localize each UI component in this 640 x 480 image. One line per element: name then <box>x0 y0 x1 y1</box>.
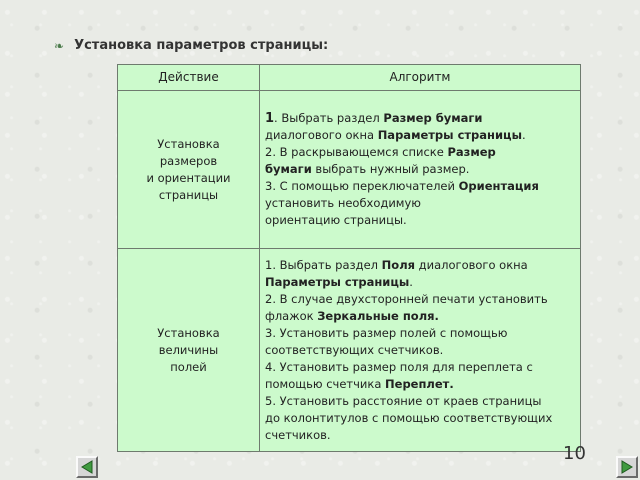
action-line: размеров <box>159 153 218 168</box>
algo-line: 4. Установить размер поля для переплета с <box>265 359 533 374</box>
table-row <box>118 249 581 452</box>
action-line: страницы <box>158 187 219 202</box>
previous-slide-button[interactable] <box>76 456 98 478</box>
action-cell <box>118 91 260 249</box>
header-algorithm: Алгоритм <box>260 65 581 91</box>
algo-line: бумаги выбрать нужный размер. <box>265 162 470 176</box>
steps-table <box>117 64 581 452</box>
algo-line: соответствующих счетчиков. <box>265 342 444 357</box>
next-slide-button[interactable] <box>616 456 638 478</box>
action-line: и ориентации <box>146 170 231 185</box>
slide-title-text: Установка параметров страницы: <box>74 38 329 53</box>
algo-line: помощью счетчика Переплет. <box>265 376 454 391</box>
action-line: полей <box>170 359 207 374</box>
table-row <box>118 91 581 249</box>
algo-line: диалогового окна Параметры страницы. <box>265 128 526 142</box>
algo-line: 3. Установить размер полей с помощью <box>265 325 508 340</box>
algo-line: 1. Выбрать раздел Размер бумаги <box>265 111 483 126</box>
fleuron-bullet-icon: ❧ <box>54 38 65 53</box>
algo-line: счетчиков. <box>265 427 331 442</box>
header-action: Действие <box>118 65 260 91</box>
triangle-left-icon <box>80 460 94 474</box>
action-line: Установка <box>157 325 220 340</box>
action-line: величины <box>158 342 219 357</box>
triangle-right-icon <box>620 460 634 474</box>
algo-line: Параметры страницы. <box>265 274 413 289</box>
algo-line: флажок Зеркальные поля. <box>265 308 439 323</box>
slide-title <box>54 38 328 53</box>
action-cell <box>118 249 260 452</box>
algo-line: 2. В случае двухсторонней печати установить <box>265 291 548 306</box>
action-line: Установка <box>157 136 220 151</box>
algorithm-cell <box>260 91 581 249</box>
algo-line: 3. С помощью переключателей Ориентация <box>265 179 539 193</box>
algo-line: 1. Выбрать раздел Поля диалогового окна <box>265 257 528 272</box>
algo-line: ориентацию страницы. <box>265 213 407 227</box>
algorithm-cell <box>260 249 581 452</box>
algo-line: 2. В раскрывающемся списке Размер <box>265 145 496 159</box>
algo-line: до колонтитулов с помощью соответствующих <box>265 410 553 425</box>
page-number: 10 <box>563 443 586 464</box>
table-header-row <box>118 65 581 91</box>
algo-line: установить необходимую <box>265 196 421 210</box>
algo-line: 5. Установить расстояние от краев страницы <box>265 393 542 408</box>
